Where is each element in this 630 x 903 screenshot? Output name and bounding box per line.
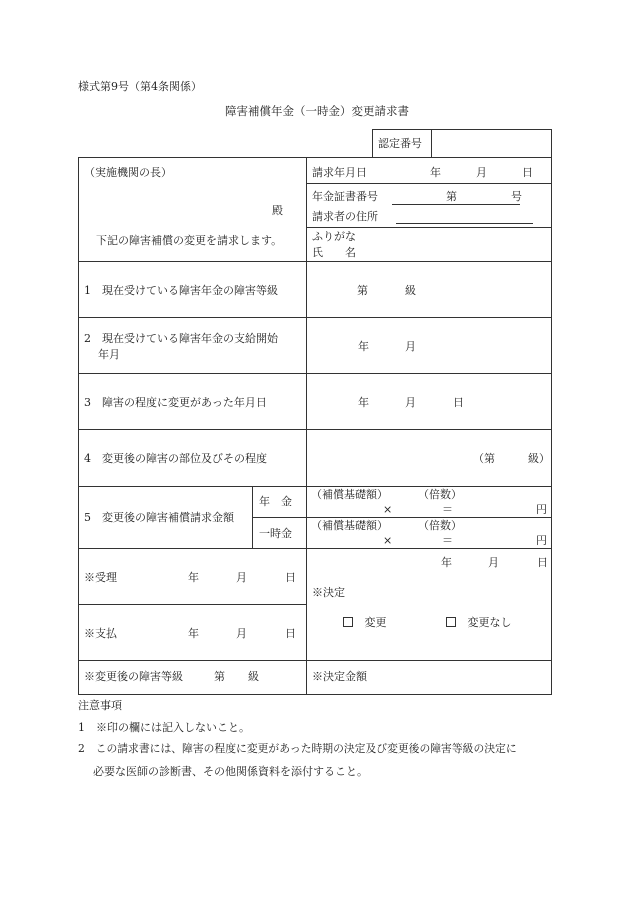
no-change-label: 変更なし bbox=[467, 616, 512, 629]
note-1: 1 ※印の欄には記入しないこと。 bbox=[78, 721, 250, 734]
ichijikin-label: 一時金 bbox=[259, 527, 292, 540]
addressee-label: （実施機関の長） bbox=[84, 166, 172, 179]
address-label: 請求者の住所 bbox=[312, 210, 378, 223]
address-field[interactable] bbox=[396, 208, 533, 223]
note-2-line1: 2 この請求書には、障害の程度に変更があった時期の決定及び変更後の障害等級の決定に bbox=[78, 742, 517, 755]
request-date-label: 請求年月日 bbox=[312, 166, 367, 179]
decision-amount-label: ※決定金額 bbox=[312, 670, 367, 683]
form-title: 障害補償年金（一時金）変更請求書 bbox=[225, 104, 409, 118]
notes-heading: 注意事項 bbox=[78, 699, 122, 712]
item3-field[interactable] bbox=[310, 376, 548, 426]
item2-field[interactable] bbox=[310, 320, 548, 370]
name-field[interactable] bbox=[370, 229, 548, 259]
item1-field[interactable] bbox=[310, 264, 548, 314]
new-grade-label: ※変更後の障害等級 bbox=[84, 670, 183, 683]
item2-label-line1: 2 現在受けている障害年金の支給開始 bbox=[84, 332, 278, 345]
name-label: 氏 名 bbox=[312, 246, 356, 259]
furigana-label: ふりがな bbox=[312, 230, 356, 243]
item4-label: 4 変更後の障害の部位及びその程度 bbox=[84, 452, 267, 465]
dono-label: 殿 bbox=[272, 204, 283, 217]
no-change-checkbox[interactable] bbox=[446, 617, 456, 627]
cert-number-label: 認定番号 bbox=[378, 137, 422, 150]
change-option[interactable] bbox=[343, 617, 387, 628]
request-statement: 下記の障害補償の変更を請求します。 bbox=[96, 234, 283, 247]
note-2-line2: 必要な医師の診断書、その他関係資料を添付すること。 bbox=[93, 765, 368, 778]
change-checkbox[interactable] bbox=[343, 617, 353, 627]
change-label: 変更 bbox=[364, 616, 387, 629]
no-change-option[interactable] bbox=[446, 617, 512, 628]
item5-label: 5 変更後の障害補償請求金額 bbox=[84, 511, 234, 524]
pension-cert-field[interactable] bbox=[392, 189, 520, 204]
request-date-field[interactable] bbox=[336, 163, 426, 179]
nenkin-label: 年 金 bbox=[259, 495, 292, 508]
item1-label: 1 現在受けている障害年金の障害等級 bbox=[84, 284, 278, 297]
form-number: 様式第9号（第4条関係） bbox=[78, 80, 202, 93]
cert-number-field[interactable] bbox=[436, 132, 548, 155]
nenkin-amount-field[interactable] bbox=[310, 488, 548, 515]
decision-label: ※決定 bbox=[312, 586, 345, 599]
item4-grade: （第 級） bbox=[473, 452, 550, 465]
ichijikin-amount-field[interactable] bbox=[310, 519, 548, 546]
receipt-label: ※受理 bbox=[84, 571, 117, 584]
item2-label-line2: 年月 bbox=[98, 348, 120, 361]
item4-field[interactable] bbox=[310, 432, 548, 483]
pension-cert-label: 年金証書番号 bbox=[312, 190, 378, 203]
payment-label: ※支払 bbox=[84, 627, 117, 640]
item3-label: 3 障害の程度に変更があった年月日 bbox=[84, 396, 267, 409]
